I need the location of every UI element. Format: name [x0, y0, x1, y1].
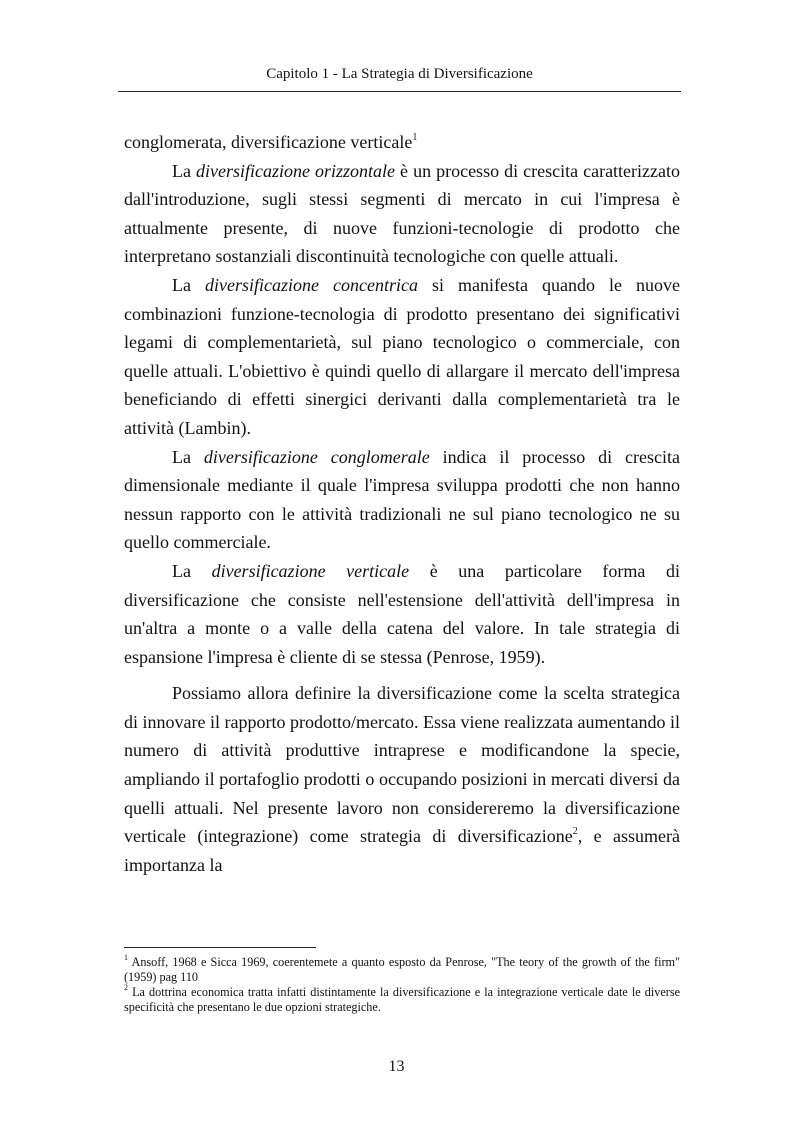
paragraph-text: si manifesta quando le nuove combinazioni funzione-tecnologia di prodotto presentano dei significativi legami di complementarietà, sul piano tecnologico o commerciale, con quelle attuali. L'obiettivo è quindi quello di allargare il mercato dell'impresa beneficiando di effetti sinergici derivanti dalla complementarietà tra le attività (Lambin). [124, 274, 680, 438]
paragraph-continuation [124, 128, 680, 157]
running-header: Capitolo 1 - La Strategia di Diversificazione [266, 66, 533, 82]
paragraph-conglomerale [124, 443, 680, 557]
paragraph-concentrica [124, 271, 680, 443]
footnote-divider [124, 947, 316, 948]
footnote-1 [124, 952, 680, 985]
paragraph-text: , e assumerà importanza la [124, 826, 680, 875]
term-verticale: diversificazione verticale [211, 560, 410, 581]
paragraph-lead: La [172, 160, 197, 181]
paragraph-definizione [124, 679, 680, 879]
paragraph-lead: La [172, 274, 205, 295]
term-conglomerale: diversificazione conglomerale [203, 446, 430, 467]
footnote-text: La dottrina economica tratta infatti distintamente la diversificazione e la integrazione verticale date le diverse specificità che presentano le due opzioni strategiche. [124, 985, 680, 1014]
term-concentrica: diversificazione concentrica [205, 274, 418, 295]
paragraph-text: è un processo di crescita caratterizzato dall'introduzione, sugli stessi segmenti di mercato in cui l'impresa è attualmente presente, di nuove funzioni-tecnologie di prodotto che interpretano sostanziali discontinuità tecnologiche con quelle attuali. [124, 160, 681, 267]
footnote-ref-2[interactable]: 2 [572, 826, 578, 838]
footnote-ref-1[interactable]: 1 [412, 132, 418, 143]
header-divider [118, 91, 681, 92]
footnote-text: Ansoff, 1968 e Sicca 1969, coerentemete a quanto esposto da Penrose, "The teory of the growth of the firm" (1959) pag 110 [124, 955, 680, 984]
footnotes [124, 952, 680, 1015]
footnote-number: 2 [124, 982, 128, 992]
term-orizzontale: diversificazione orizzontale [196, 160, 396, 181]
footnote-2 [124, 982, 680, 1015]
footnote-number: 1 [124, 952, 128, 962]
paragraph-verticale [124, 557, 680, 671]
paragraph-text: indica il processo di crescita dimensionale mediante il quale l'impresa sviluppa prodotti che non hanno nessun rapporto con le attività tradizionali ne sul piano tecnologico ne su quello commerciale. [124, 446, 680, 553]
paragraph-lead: La [172, 446, 204, 467]
paragraph-text: Possiamo allora definire la diversificazione come la scelta strategica di innovare il rapporto prodotto/mercato. Essa viene realizzata aumentando il numero di attività produttive intraprese e modificandone la specie, ampliando il portafoglio prodotti o occupando posizioni in mercati diversi da quelli attuali. Nel presente lavoro non considereremo la diversificazione verticale (integrazione) come strategia di diversificazione [124, 683, 680, 847]
page-number: 13 [388, 1058, 405, 1075]
paragraph-text: conglomerata, diversificazione verticale [124, 132, 413, 152]
paragraph-lead: La [172, 560, 212, 581]
paragraph-text: è una particolare forma di diversificazione che consiste nell'estensione dell'attività dell'impresa in un'altra a monte o a valle della catena del valore. In tale strategia di espansione l'impresa è cliente di se stessa (Penrose, 1959). [124, 560, 680, 667]
main-text [124, 128, 680, 879]
paragraph-orizzontale [124, 157, 680, 271]
